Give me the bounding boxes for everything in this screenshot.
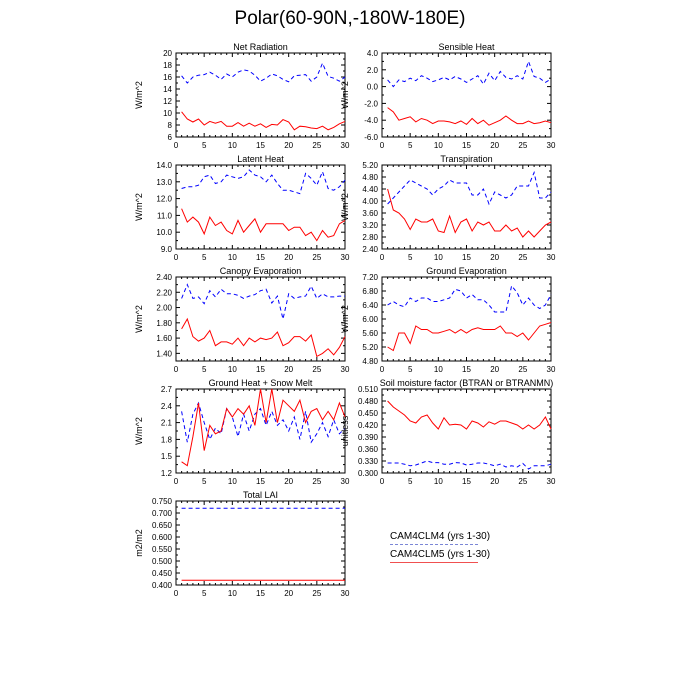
series-line-clm4 (182, 403, 345, 442)
series-line-clm5 (388, 189, 551, 237)
y-tick-label: 0.300 (357, 469, 378, 478)
y-axis-label: W/m^2 (134, 81, 144, 109)
x-tick-label: 5 (201, 141, 207, 150)
y-tick-label: 0.450 (151, 569, 172, 578)
y-tick-label: 0.420 (357, 421, 378, 430)
x-tick-label: 10 (227, 141, 237, 150)
x-tick-label: 10 (227, 253, 237, 262)
y-tick-label: 0.450 (357, 409, 378, 418)
x-tick-label: 20 (284, 365, 294, 374)
panel-1 (134, 42, 350, 150)
series-line-clm5 (182, 319, 345, 356)
page-title: Polar(60-90N,-180W-180E) (234, 8, 466, 29)
y-tick-label: 10.0 (156, 228, 172, 238)
y-tick-label: 0.480 (357, 397, 378, 406)
y-tick-label: 6.40 (362, 301, 378, 310)
y-tick-label: -4.0 (364, 116, 378, 126)
y-tick-label: 1.2 (160, 469, 172, 478)
x-tick-label: 25 (518, 365, 528, 374)
y-tick-label: 0.500 (151, 557, 172, 566)
series-line-clm5 (182, 112, 345, 130)
plot-frame (382, 277, 551, 361)
y-tick-label: 1.40 (156, 349, 172, 359)
y-tick-label: 2.0 (366, 65, 378, 75)
panel-3 (134, 154, 350, 262)
series-line-clm5 (388, 401, 551, 429)
y-tick-label: 0.390 (357, 433, 378, 442)
panel-title: Soil moisture factor (BTRAN or BTRANMN) (379, 378, 554, 388)
x-tick-label: 30 (546, 365, 556, 374)
x-tick-label: 20 (490, 477, 500, 486)
x-tick-label: 25 (312, 477, 322, 486)
x-tick-label: 30 (546, 253, 556, 262)
y-tick-label: 6.00 (362, 315, 378, 324)
legend-swatch-clm5 (390, 562, 478, 563)
panel-5 (134, 266, 350, 374)
x-tick-label: 20 (490, 253, 500, 262)
plot-frame (382, 165, 551, 249)
y-tick-label: 4.80 (362, 173, 378, 182)
x-tick-label: 5 (201, 253, 207, 262)
series-line-clm4 (388, 461, 551, 469)
x-tick-label: 5 (201, 589, 207, 598)
x-tick-label: 0 (173, 253, 179, 262)
y-tick-label: 0.550 (151, 545, 172, 554)
series-line-clm4 (182, 170, 345, 194)
y-tick-label: 2.7 (160, 385, 172, 394)
x-tick-label: 30 (340, 253, 350, 262)
y-tick-label: 0.600 (151, 533, 172, 542)
y-axis-label: W/m^2 (340, 193, 350, 221)
x-tick-label: 5 (407, 365, 413, 374)
x-tick-label: 5 (201, 365, 207, 374)
x-tick-label: 5 (407, 253, 413, 262)
y-tick-label: -6.0 (364, 133, 378, 142)
y-tick-label: 9.0 (160, 245, 172, 254)
panel-8 (340, 378, 556, 486)
series-line-clm4 (182, 285, 345, 319)
y-tick-label: 2.4 (160, 401, 172, 411)
panel-title: Total LAI (242, 490, 279, 500)
y-tick-label: 8 (167, 121, 172, 130)
panel-6 (340, 266, 556, 374)
panel-title: Sensible Heat (438, 42, 495, 52)
y-tick-label: 0.400 (151, 581, 172, 590)
x-tick-label: 5 (201, 477, 207, 486)
y-axis-label: W/m^2 (340, 81, 350, 109)
y-tick-label: 2.1 (160, 418, 172, 428)
panel-title: Latent Heat (237, 154, 284, 164)
panel-2 (340, 42, 556, 150)
series-line-clm4 (388, 286, 551, 312)
y-tick-label: 6 (167, 133, 172, 142)
panel-title: Canopy Evaporation (219, 266, 302, 276)
x-tick-label: 20 (284, 589, 294, 598)
x-tick-label: 30 (340, 477, 350, 486)
series-line-clm4 (182, 63, 345, 83)
series-line-clm4 (388, 173, 551, 205)
y-tick-label: 0.330 (357, 457, 378, 466)
x-tick-label: 15 (256, 477, 265, 486)
y-tick-label: 1.5 (160, 452, 172, 462)
y-tick-label: 1.60 (156, 334, 172, 344)
x-tick-label: 25 (518, 141, 528, 150)
x-tick-label: 10 (433, 141, 443, 150)
y-tick-label: 14 (163, 85, 172, 94)
y-tick-label: 0.750 (151, 497, 172, 506)
x-tick-label: 10 (433, 253, 443, 262)
legend-swatch-clm4 (390, 544, 478, 545)
panel-title: Net Radiation (233, 42, 288, 52)
plot-frame (382, 389, 551, 473)
plot-frame (176, 277, 345, 361)
y-axis-label: W/m^2 (340, 305, 350, 333)
y-tick-label: 20 (163, 49, 172, 58)
panel-title: Ground Evaporation (426, 266, 507, 276)
y-tick-label: 13.0 (156, 177, 172, 187)
x-tick-label: 30 (340, 589, 350, 598)
y-tick-label: 10 (163, 109, 172, 118)
y-tick-label: 2.00 (156, 303, 172, 313)
legend-label-clm5: CAM4CLM5 (yrs 1-30) (390, 549, 491, 560)
plot-frame (176, 53, 345, 137)
x-tick-label: 0 (173, 589, 179, 598)
x-tick-label: 25 (518, 253, 528, 262)
y-tick-label: 1.80 (156, 318, 172, 328)
panel-title: Ground Heat + Snow Melt (208, 378, 313, 388)
x-tick-label: 0 (173, 141, 179, 150)
y-tick-label: 6.80 (362, 287, 378, 296)
x-tick-label: 5 (407, 477, 413, 486)
x-tick-label: 30 (340, 141, 350, 150)
y-tick-label: 5.20 (362, 343, 378, 352)
x-tick-label: 10 (433, 365, 443, 374)
x-tick-label: 25 (312, 253, 322, 262)
x-tick-label: 15 (462, 253, 471, 262)
plot-frame (176, 501, 345, 585)
x-tick-label: 15 (256, 141, 265, 150)
x-tick-label: 30 (546, 477, 556, 486)
series-line-clm5 (182, 209, 345, 241)
y-tick-label: 18 (163, 61, 172, 70)
series-line-clm4 (388, 61, 551, 86)
y-tick-label: 0.650 (151, 521, 172, 530)
x-tick-label: 20 (490, 365, 500, 374)
x-tick-label: 20 (284, 253, 294, 262)
y-tick-label: 2.80 (362, 233, 378, 242)
x-tick-label: 15 (462, 365, 471, 374)
x-tick-label: 15 (256, 589, 265, 598)
x-tick-label: 0 (379, 141, 385, 150)
y-axis-label: W/m^2 (134, 417, 144, 445)
x-tick-label: 0 (379, 253, 385, 262)
x-tick-label: 0 (379, 477, 385, 486)
y-tick-label: 14.0 (156, 161, 172, 170)
x-tick-label: 10 (227, 477, 237, 486)
x-tick-label: 0 (173, 365, 179, 374)
y-tick-label: 1.8 (160, 435, 172, 445)
y-axis-label: W/m^2 (134, 305, 144, 333)
series-line-clm5 (388, 323, 551, 351)
y-tick-label: 0.360 (357, 445, 378, 454)
y-tick-label: 4.0 (366, 49, 378, 58)
x-tick-label: 10 (227, 589, 237, 598)
y-tick-label: 12 (163, 97, 172, 106)
x-tick-label: 15 (462, 141, 471, 150)
y-tick-label: 0.700 (151, 509, 172, 518)
x-tick-label: 15 (256, 365, 265, 374)
panel-title: Transpiration (440, 154, 493, 164)
y-tick-label: 11.0 (157, 211, 172, 221)
y-tick-label: 5.20 (362, 161, 378, 170)
series-line-clm5 (388, 108, 551, 126)
panel-7 (134, 378, 350, 486)
y-tick-label: 4.00 (362, 197, 378, 206)
x-tick-label: 25 (312, 365, 322, 374)
x-tick-label: 15 (462, 477, 471, 486)
x-tick-label: 15 (256, 253, 265, 262)
y-tick-label: 3.20 (362, 221, 378, 230)
x-tick-label: 0 (173, 477, 179, 486)
x-tick-label: 25 (312, 589, 322, 598)
x-tick-label: 10 (227, 365, 237, 374)
panel-9 (134, 490, 350, 598)
x-tick-label: 20 (490, 141, 500, 150)
x-tick-label: 25 (312, 141, 322, 150)
panel-4 (340, 154, 556, 262)
y-tick-label: 4.80 (362, 357, 378, 366)
y-tick-label: 5.60 (362, 329, 378, 338)
x-tick-label: 0 (379, 365, 385, 374)
x-tick-label: 20 (284, 477, 294, 486)
y-axis-label: m2/m2 (134, 529, 144, 557)
x-tick-label: 10 (433, 477, 443, 486)
x-tick-label: 30 (340, 365, 350, 374)
y-tick-label: 0.0 (366, 82, 378, 92)
y-tick-label: 16 (163, 73, 172, 82)
x-tick-label: 20 (284, 141, 294, 150)
y-tick-label: 2.40 (362, 245, 378, 254)
x-tick-label: 5 (407, 141, 413, 150)
y-tick-label: 7.20 (362, 273, 378, 282)
y-tick-label: 2.40 (156, 273, 172, 282)
y-axis-label: unitless (340, 415, 350, 447)
y-tick-label: 3.60 (362, 209, 378, 218)
x-tick-label: 30 (546, 141, 556, 150)
y-tick-label: 4.40 (362, 185, 378, 194)
y-tick-label: 2.20 (156, 288, 172, 298)
y-tick-label: 12.0 (156, 194, 172, 204)
legend-label-clm4: CAM4CLM4 (yrs 1-30) (390, 531, 491, 542)
y-axis-label: W/m^2 (134, 193, 144, 221)
y-tick-label: -2.0 (364, 99, 378, 109)
y-tick-label: 0.510 (357, 385, 378, 394)
x-tick-label: 25 (518, 477, 528, 486)
